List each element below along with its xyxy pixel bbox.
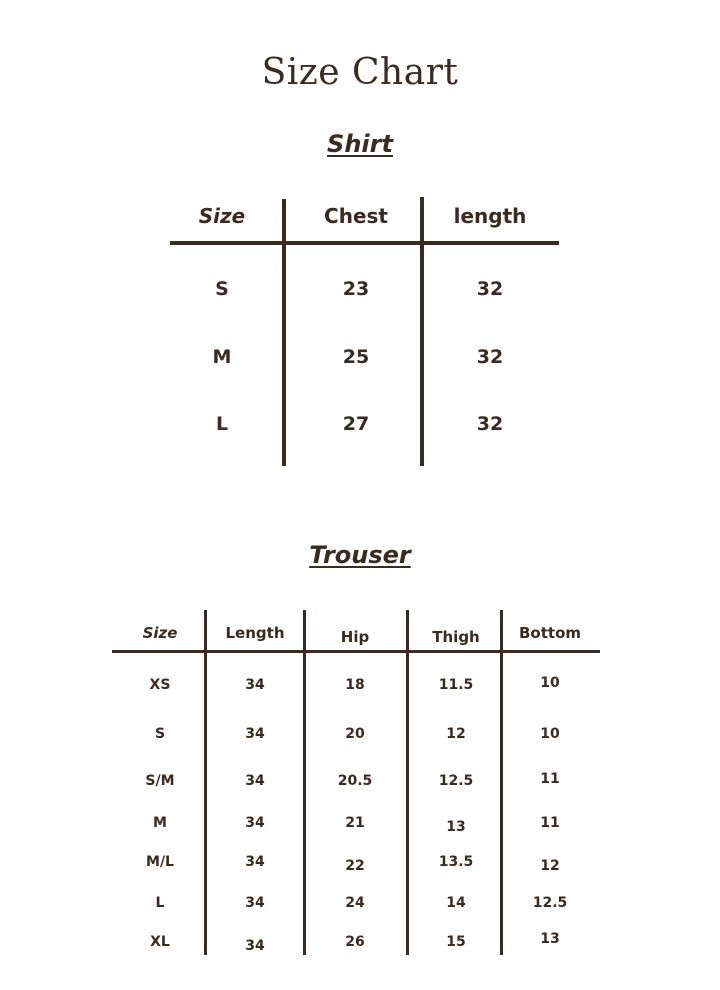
shirt-section-title: Shirt bbox=[327, 130, 393, 158]
trouser-cell: 21 bbox=[345, 815, 365, 831]
trouser-column-divider bbox=[303, 610, 306, 955]
trouser-section-title: Trouser bbox=[309, 541, 411, 569]
trouser-cell: 34 bbox=[245, 773, 265, 789]
shirt-cell: M bbox=[212, 346, 232, 368]
trouser-header-thigh: Thigh bbox=[432, 628, 480, 646]
trouser-cell: 18 bbox=[345, 677, 365, 693]
trouser-cell: 14 bbox=[446, 895, 466, 911]
shirt-cell: 32 bbox=[476, 278, 504, 300]
trouser-cell: 20.5 bbox=[337, 773, 373, 789]
shirt-header-rule bbox=[170, 241, 559, 245]
page-title: Size Chart bbox=[261, 52, 459, 93]
shirt-header-length: length bbox=[453, 204, 527, 228]
shirt-cell: S bbox=[215, 278, 229, 300]
trouser-header-length: Length bbox=[225, 624, 285, 642]
trouser-cell: S bbox=[154, 726, 166, 742]
trouser-cell: 34 bbox=[245, 726, 265, 742]
trouser-header-hip: Hip bbox=[340, 628, 370, 646]
trouser-column-divider bbox=[204, 610, 207, 955]
trouser-cell: 13 bbox=[540, 931, 560, 947]
shirt-cell: L bbox=[215, 413, 229, 435]
shirt-cell: 32 bbox=[476, 346, 504, 368]
trouser-cell: 34 bbox=[245, 895, 265, 911]
trouser-cell: 11 bbox=[540, 771, 560, 787]
trouser-cell: 12.5 bbox=[532, 895, 568, 911]
shirt-column-divider bbox=[282, 199, 286, 466]
trouser-cell: 12 bbox=[540, 858, 560, 874]
trouser-cell: 11 bbox=[540, 815, 560, 831]
trouser-column-divider bbox=[500, 610, 503, 955]
trouser-cell: 34 bbox=[245, 938, 265, 954]
trouser-column-divider bbox=[406, 610, 409, 955]
trouser-cell: M bbox=[153, 815, 167, 831]
trouser-cell: XL bbox=[150, 934, 170, 950]
trouser-header-size: Size bbox=[142, 624, 178, 642]
trouser-cell: 34 bbox=[245, 854, 265, 870]
trouser-cell: 26 bbox=[345, 934, 365, 950]
trouser-cell: 11.5 bbox=[438, 677, 474, 693]
trouser-cell: 34 bbox=[245, 815, 265, 831]
shirt-column-divider bbox=[420, 197, 424, 466]
shirt-cell: 27 bbox=[342, 413, 370, 435]
trouser-cell: 22 bbox=[345, 858, 365, 874]
trouser-cell: 24 bbox=[345, 895, 365, 911]
trouser-cell: 12 bbox=[446, 726, 466, 742]
trouser-header-rule bbox=[112, 650, 600, 653]
trouser-cell: 12.5 bbox=[438, 773, 474, 789]
shirt-header-size: Size bbox=[198, 204, 246, 228]
trouser-header-bottom: Bottom bbox=[518, 624, 582, 642]
trouser-cell: 15 bbox=[446, 934, 466, 950]
trouser-cell: 13.5 bbox=[438, 854, 474, 870]
trouser-cell: 20 bbox=[345, 726, 365, 742]
trouser-cell: 13 bbox=[446, 819, 466, 835]
shirt-header-chest: Chest bbox=[324, 204, 388, 228]
shirt-cell: 25 bbox=[342, 346, 370, 368]
trouser-cell: 34 bbox=[245, 677, 265, 693]
shirt-cell: 32 bbox=[476, 413, 504, 435]
trouser-cell: S/M bbox=[145, 773, 175, 789]
shirt-cell: 23 bbox=[342, 278, 370, 300]
trouser-cell: L bbox=[155, 895, 165, 911]
trouser-cell: M/L bbox=[146, 854, 174, 870]
trouser-cell: 10 bbox=[540, 726, 560, 742]
trouser-cell: XS bbox=[149, 677, 171, 693]
trouser-cell: 10 bbox=[540, 675, 560, 691]
